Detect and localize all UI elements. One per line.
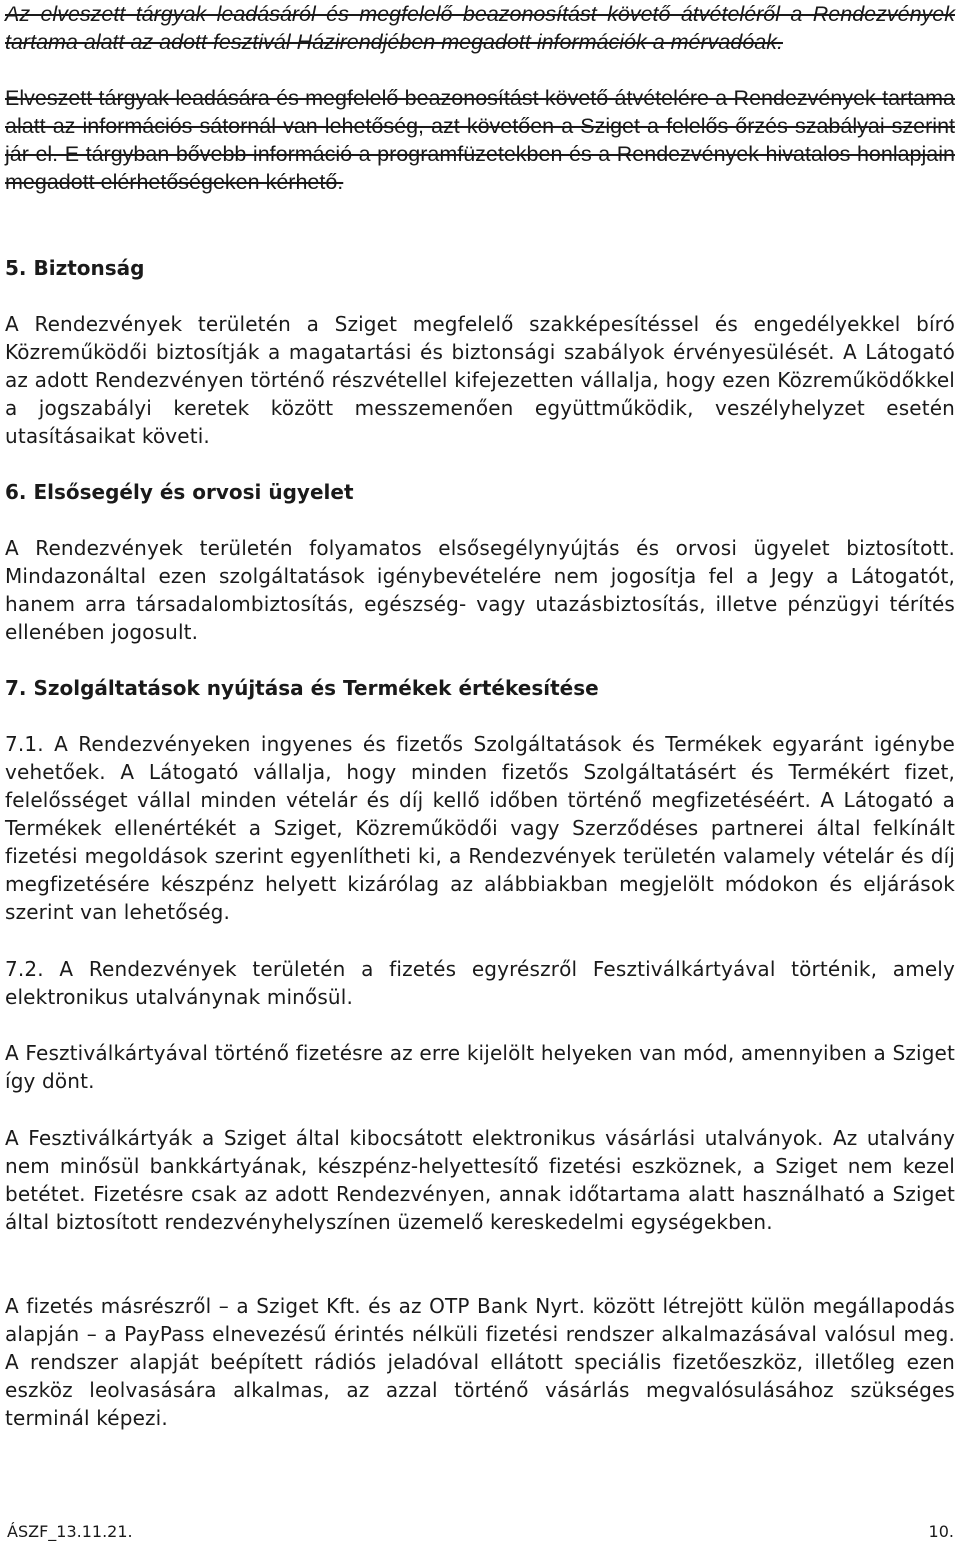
struck-paragraph-1: [5, 0, 955, 56]
section-6-heading: 6. Elsősegély és orvosi ügyelet: [5, 480, 354, 504]
struck-paragraph-2: [5, 84, 955, 196]
section-5-paragraph: A Rendezvények területén a Sziget megfelelő szakképesítéssel és engedélyekkel bíró Közreműködői biztosítják a magatartási és biztonsági szabályok érvényesülését. A Látogató az adott Rendezvényen történő részvétellel kifejezetten vállalja, hogy ezen Közreműködőkkel a jogszabályi keretek között messzemenően együttműködik, veszélyhelyzet esetén utasításaikat követi.: [5, 312, 955, 448]
footer-document-id: ÁSZF_13.11.21.: [7, 1522, 133, 1541]
festival-card-voucher: [5, 1124, 955, 1236]
section-6-paragraph: A Rendezvények területén folyamatos elsősegélynyújtás és orvosi ügyelet biztosított. Mindazonáltal ezen szolgáltatások igénybevételére nem jogosítja fel a Jegy a Látogatót, hanem arra társadalombiztosítás, egészség- vagy utazásbiztosítás, illetve pénzügyi térítés ellenében jogosult.: [5, 536, 955, 644]
section-7-heading: 7. Szolgáltatások nyújtása és Termékek értékesítése: [5, 676, 599, 700]
struck-text-lost-items-tent: Elveszett tárgyak leadására és megfelelő beazonosítást követő átvételére a Rendezvények tartama alatt az információs sátornál van lehetőség, azt követően a Sziget a felelős őrzés szabályai szerint jár el. E tárgyban bővebb információ a programfüzetekben és a Rendezvények hivatalos honlapjain megadott elérhetőségeken kérhető.: [5, 86, 955, 194]
section-7-2-paragraph: 7.2. A Rendezvények területén a fizetés egyrészről Fesztiválkártyával történik, amely elektronikus utalványnak minősül.: [5, 957, 955, 1009]
paypass-paragraph: A fizetés másrészről – a Sziget Kft. és az OTP Bank Nyrt. között létrejött külön megállapodás alapján – a PayPass elnevezésű érintés nélküli fizetési rendszer alkalmazásával valósul meg. A rendszer alapját beépített rádiós jeladóval ellátott speciális fizetőeszköz, illetőleg ezen eszköz leolvasására alkalmas, az azzal történő vásárlás megvalósulásához szükséges terminál képezi.: [5, 1294, 955, 1430]
section-7-1: [5, 730, 955, 926]
section-7-2: [5, 955, 955, 1011]
paypass-payment: [5, 1292, 955, 1432]
section-5-heading: 5. Biztonság: [5, 256, 145, 280]
footer-page-number: 10.: [928, 1522, 954, 1541]
voucher-paragraph: A Fesztiválkártyák a Sziget által kibocsátott elektronikus vásárlási utalványok. Az utalvány nem minősül bankkártyának, készpénz-helyettesítő fizetési eszköznek, a Sziget nem kezel betétet. Fizetésre csak az adott Rendezvényen, annak időtartama alatt használható a Sziget által biztosított rendezvényhelyszínen üzemelő kereskedelmi egységekben.: [5, 1126, 955, 1234]
festival-card-payment: [5, 1039, 955, 1095]
section-5: [5, 254, 955, 282]
section-5-body: [5, 310, 955, 450]
section-6-body: [5, 534, 955, 646]
section-7-1-paragraph: 7.1. A Rendezvényeken ingyenes és fizetős Szolgáltatások és Termékek egyaránt igénybe vehetőek. A Látogató vállalja, hogy minden fizetős Szolgáltatásért és Termékért fizet, felelősséget vállal minden vételár és díj kellő időben történő megfizetéséért. A Látogató a Termékek ellenértékét a Sziget, Közreműködői vagy Szerződéses partnerei által felkínált fizetési megoldások szerint egyenlítheti ki, a Rendezvények területén valamely vételár és díj megfizetésére készpénz helyett kizárólag az alábbiakban megjelölt módokon és eljárások szerint van lehetőség.: [5, 732, 955, 924]
section-7: [5, 674, 955, 702]
section-6: [5, 478, 955, 506]
struck-text-lost-items-rules: Az elveszett tárgyak leadásáról és megfelelő beazonosítást követő átvételéről a Rendezvények tartama alatt az adott fesztivál Házirendjében megadott információk a mérvadóak.: [5, 2, 955, 54]
festival-card-paragraph: A Fesztiválkártyával történő fizetésre az erre kijelölt helyeken van mód, amennyiben a Sziget így dönt.: [5, 1041, 955, 1093]
